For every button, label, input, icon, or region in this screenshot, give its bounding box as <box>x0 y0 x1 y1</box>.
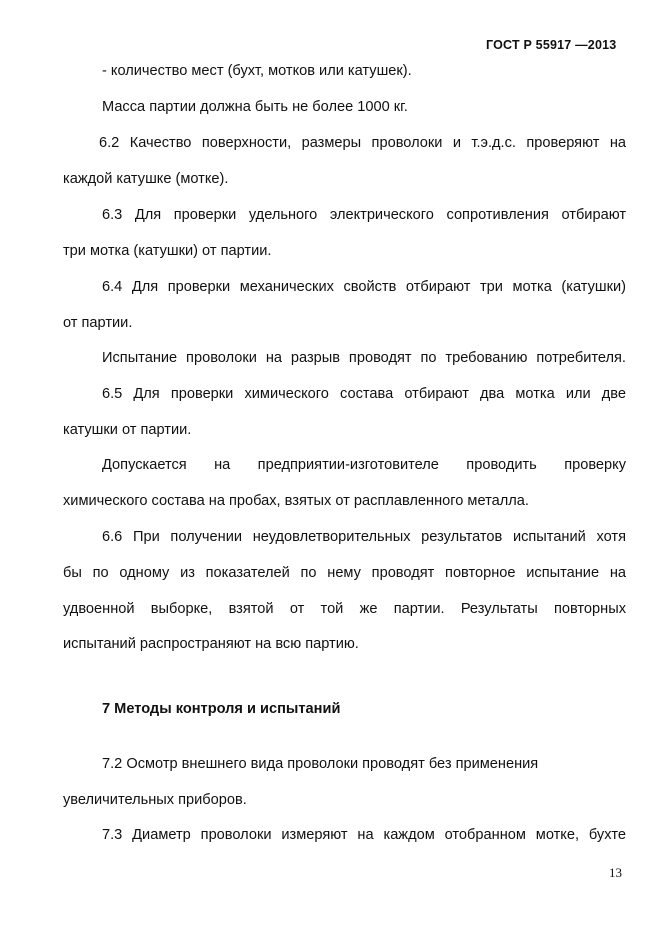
text-line: каждой катушке (мотке). <box>63 171 229 187</box>
text-line: Масса партии должна быть не более 1000 кг. <box>102 99 408 115</box>
text-line: удвоенной выборке, взятой от той же партии. Результаты повторных <box>63 601 626 617</box>
text-line: от партии. <box>63 315 133 331</box>
text-line: увеличительных приборов. <box>63 792 247 808</box>
text-line: 7.3 Диаметр проволоки измеряют на каждом отобранном мотке, бухте <box>102 827 626 843</box>
text-line: 6.5 Для проверки химического состава отбирают два мотка или две <box>102 386 626 402</box>
section-heading: 7 Методы контроля и испытаний <box>102 701 341 717</box>
text-line: - количество мест (бухт, мотков или катушек). <box>102 63 412 79</box>
text-line: три мотка (катушки) от партии. <box>63 243 272 259</box>
text-line: химического состава на пробах, взятых от расплавленного металла. <box>63 493 529 509</box>
text-line: бы по одному из показателей по нему проводят повторное испытание на <box>63 565 626 581</box>
text-line: 6.3 Для проверки удельного электрического сопротивления отбирают <box>102 207 626 223</box>
text-line: 6.2 Качество поверхности, размеры проволоки и т.э.д.с. проверяют на <box>99 135 626 151</box>
text-line: испытаний распространяют на всю партию. <box>63 636 359 652</box>
text-line: 6.4 Для проверки механических свойств отбирают три мотка (катушки) <box>102 279 626 295</box>
text-line: Испытание проволоки на разрыв проводят по требованию потребителя. <box>102 350 626 366</box>
text-line: 6.6 При получении неудовлетворительных результатов испытаний хотя <box>102 529 626 545</box>
text-line: 7.2 Осмотр внешнего вида проволоки проводят без применения <box>102 756 539 772</box>
text-line: Допускается на предприятии-изготовителе проводить проверку <box>102 457 626 473</box>
page-number: 13 <box>609 865 622 880</box>
text-line: катушки от партии. <box>63 422 192 438</box>
standard-header: ГОСТ Р 55917 —2013 <box>486 38 617 52</box>
